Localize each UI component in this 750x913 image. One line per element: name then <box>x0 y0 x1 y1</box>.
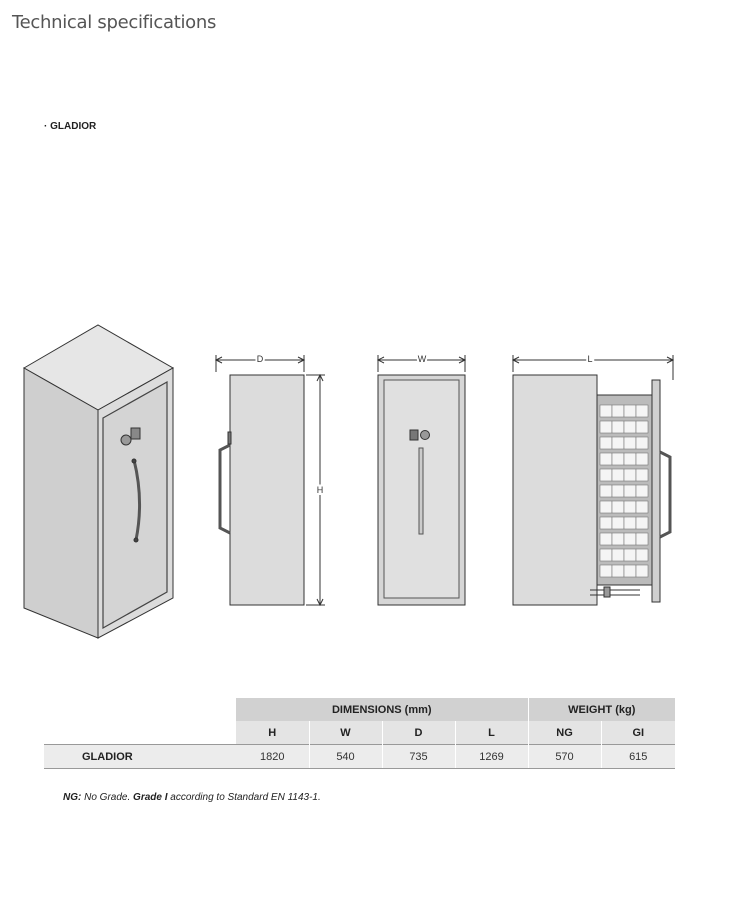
column-header: W <box>309 721 382 745</box>
table-cell: 735 <box>382 745 455 769</box>
specs-table <box>44 698 675 769</box>
column-header: NG <box>528 721 601 745</box>
note-ng-abbr: NG: <box>63 792 82 803</box>
height-label: H <box>316 485 324 495</box>
table-cell: 540 <box>309 745 382 769</box>
column-header: D <box>382 721 455 745</box>
product-drawings <box>0 300 750 660</box>
safe-side-drawing <box>216 355 325 605</box>
note-grade-label: Grade I <box>133 792 168 803</box>
table-cell: 1820 <box>236 745 309 769</box>
table-cell: 615 <box>601 745 675 769</box>
table-cell: 1269 <box>455 745 528 769</box>
column-header: H <box>236 721 309 745</box>
weight-header: WEIGHT (kg) <box>528 698 675 721</box>
gun-rack-grid <box>600 405 648 577</box>
column-header-row <box>44 721 675 745</box>
column-header: L <box>455 721 528 745</box>
note-ng-text: No Grade. <box>81 792 134 803</box>
page-title: Technical specifications <box>12 12 217 33</box>
safe-perspective-drawing <box>24 325 173 638</box>
group-header-row <box>44 698 675 721</box>
row-model-name: GLADIOR <box>44 745 236 769</box>
model-label: · GLADIOR <box>44 121 97 132</box>
width-label: W <box>417 354 427 364</box>
column-header: GI <box>601 721 675 745</box>
note-grade-text: according to Standard EN 1143-1. <box>167 792 321 803</box>
table-cell: 570 <box>528 745 601 769</box>
length-label: L <box>587 354 593 364</box>
safe-open-drawing <box>513 355 673 605</box>
table-row <box>44 745 675 769</box>
depth-label: D <box>256 354 264 364</box>
dimensions-header: DIMENSIONS (mm) <box>236 698 528 721</box>
grade-note <box>63 792 321 803</box>
safe-front-drawing <box>378 355 465 605</box>
